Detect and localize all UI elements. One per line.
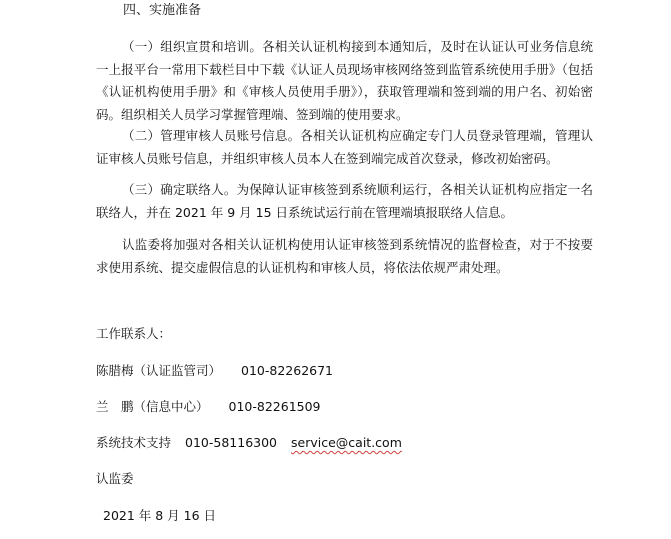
contact-row-2 <box>96 398 321 416</box>
contact-name: 兰 鹏（信息中心） <box>96 399 209 414</box>
tech-support-label: 系统技术支持 <box>96 435 172 450</box>
contacts-title: 工作联系人： <box>96 326 172 341</box>
paragraph-liaison: （三）确定联络人。为保障认证审核签到系统顺利运行，各相关认证机构应指定一名联络人，并在 2021 年 9 月 15 日系统试运行前在管理端填报联络人信息。 <box>96 182 593 220</box>
contact-name: 陈腊梅（认证监管司） <box>96 363 222 378</box>
paragraph-training: （一）组织宣贯和培训。各相关认证机构接到本通知后，及时在认证认可业务信息统一上报平台一常用下载栏目中下载《认证人员现场审核网络签到监管系统使用手册》（包括《认证机构使用手册》和《审核人员使用手册》），获取管理端和签到端的用户名、初始密码。组织相关人员学习掌握管理端、签到端的使用要求。 <box>96 39 593 122</box>
contact-phone: 010-82261509 <box>228 399 321 414</box>
contact-row-1 <box>96 362 333 380</box>
tech-support-row <box>96 434 402 452</box>
tech-support-phone: 010-58116300 <box>185 435 278 450</box>
contact-phone: 010-82262671 <box>241 363 334 378</box>
paragraph-account-management: （二）管理审核人员账号信息。各相关认证机构应确定专门人员登录管理端，管理认证审核人员账号信息，并组织审核人员本人在签到端完成首次登录，修改初始密码。 <box>96 128 593 166</box>
section-heading: 四、实施准备 <box>123 3 202 18</box>
paragraph-supervision: 认监委将加强对各相关认证机构使用认证审核签到系统情况的监督检查，对于不按要求使用系统、提交虚假信息的认证机构和审核人员，将依法依规严肃处理。 <box>96 237 593 275</box>
tech-support-email[interactable]: service@cait.com <box>291 435 402 450</box>
issuer: 认监委 <box>96 471 134 486</box>
issue-date: 2021 年 8 月 16 日 <box>103 508 217 523</box>
